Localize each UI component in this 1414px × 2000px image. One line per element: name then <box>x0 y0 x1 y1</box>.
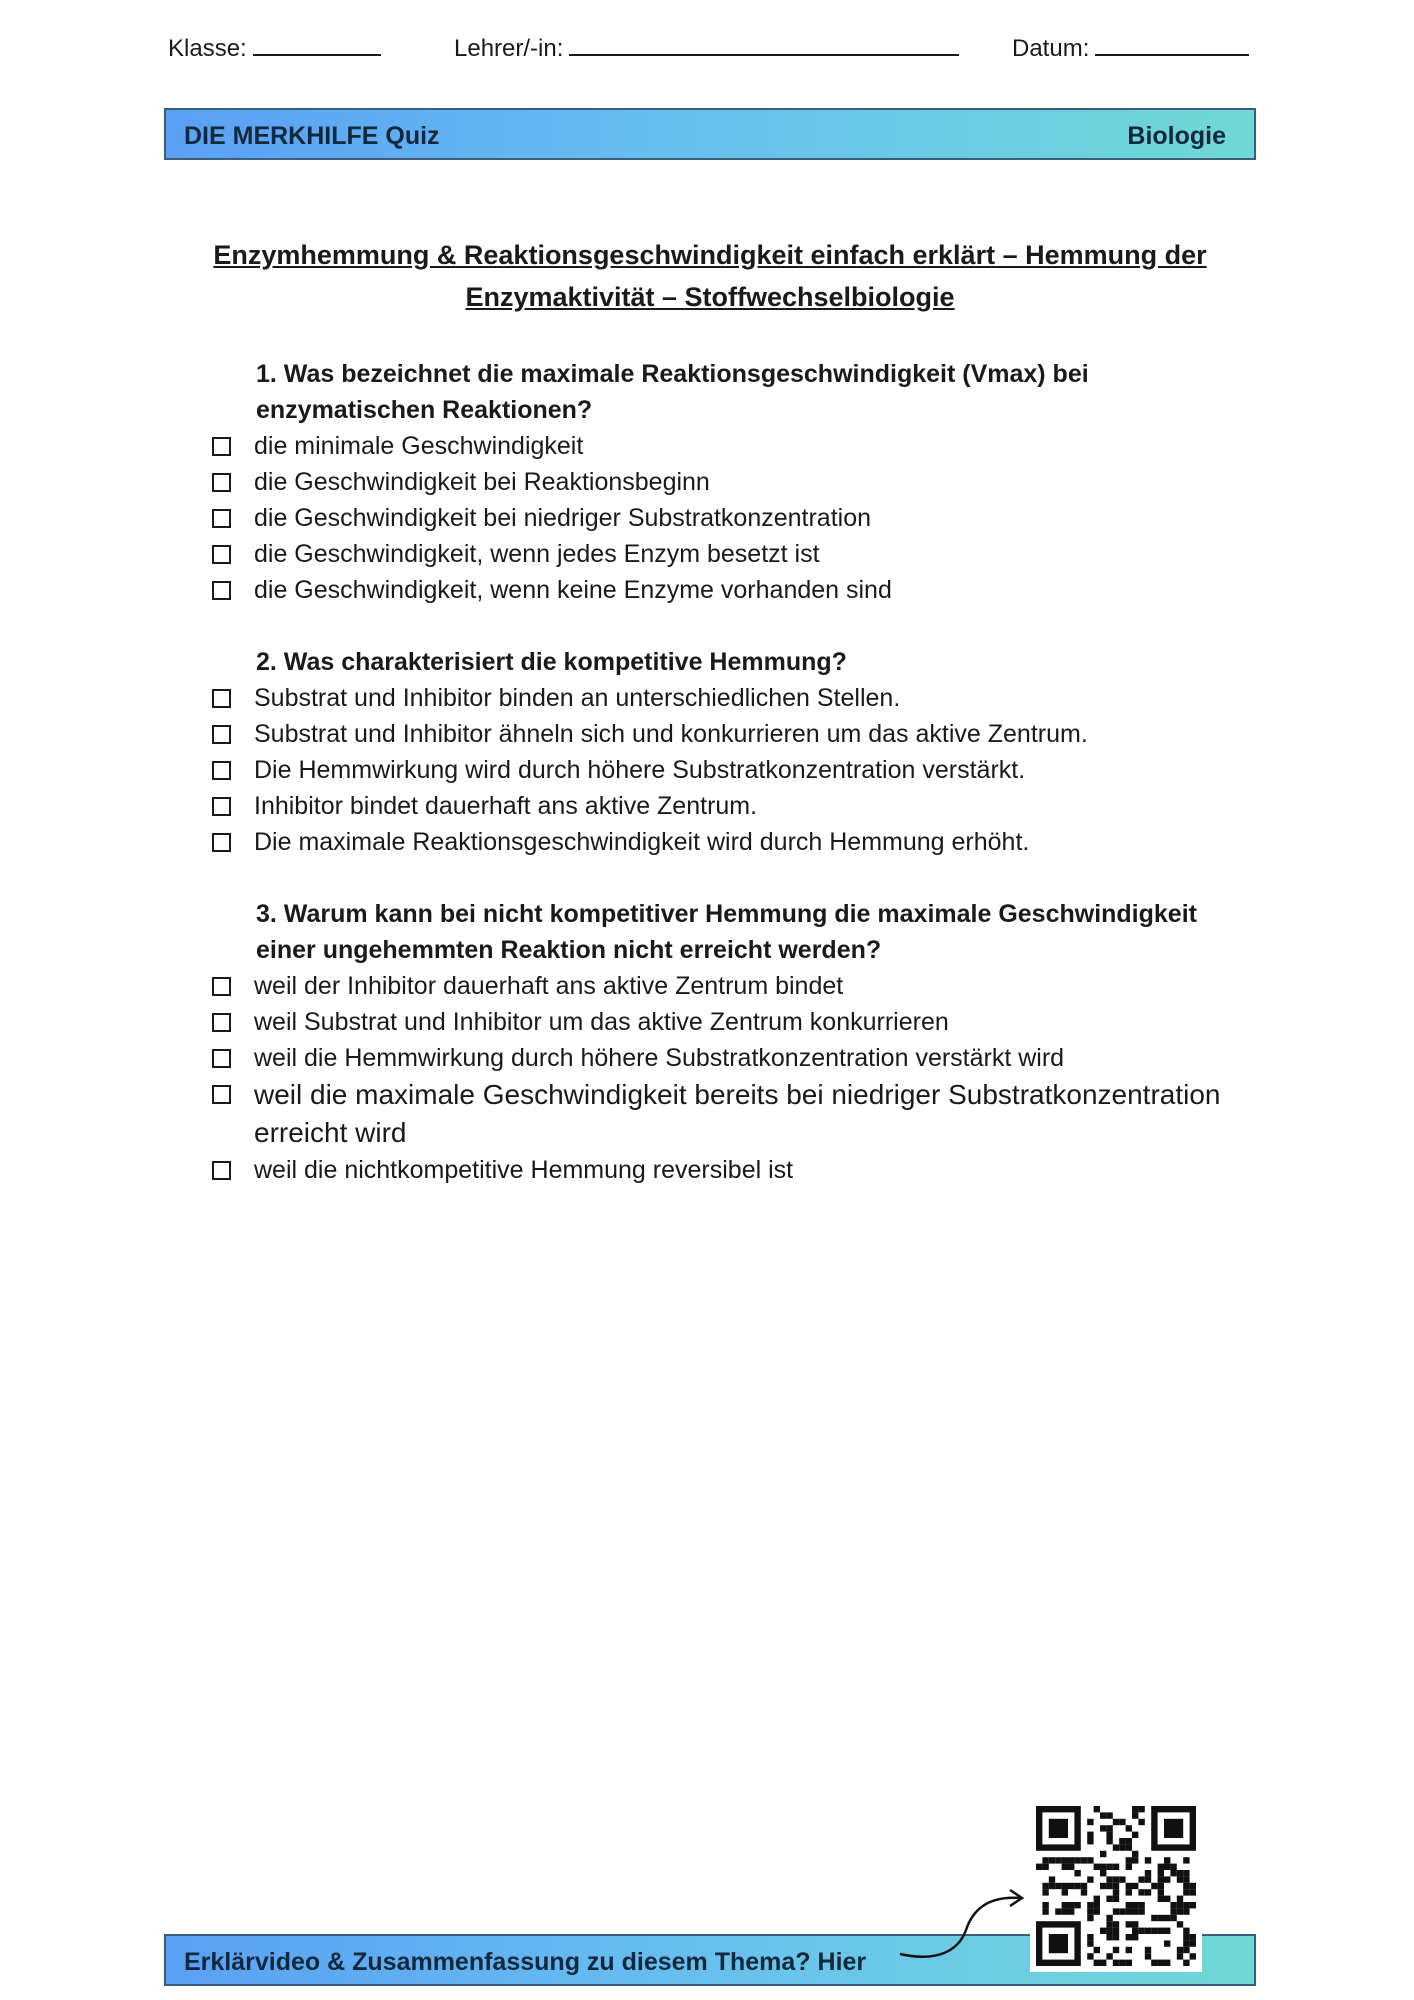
option-label: Die Hemmwirkung wird durch höhere Substratkonzentration verstärkt. <box>254 756 1026 784</box>
option-label: weil die Hemmwirkung durch höhere Substratkonzentration verstärkt wird <box>254 1044 1065 1072</box>
date-field[interactable] <box>1012 32 1249 63</box>
date-blank[interactable] <box>1095 32 1249 56</box>
answer-option[interactable] <box>212 824 1252 860</box>
checkbox[interactable] <box>212 509 231 528</box>
page-title: Enzymhemmung & Reaktionsgeschwindigkeit einfach erklärt – Hemmung der Enzymaktivität – Stoffwechselbiologie <box>213 240 1207 312</box>
answer-option[interactable] <box>212 536 1252 572</box>
header-fields <box>168 32 1258 72</box>
option-label: weil die maximale Geschwindigkeit bereits bei niedriger Substratkonzentration erreicht wird <box>254 1079 1221 1148</box>
question-2 <box>212 644 1252 860</box>
top-banner <box>164 108 1256 160</box>
subject-label: Biologie <box>1127 122 1226 150</box>
answer-option[interactable] <box>212 716 1252 752</box>
checkbox[interactable] <box>212 545 231 564</box>
answer-option[interactable] <box>212 1040 1252 1076</box>
arrow-icon <box>896 1882 1036 1962</box>
teacher-label: Lehrer/-in: <box>454 35 564 62</box>
question-1 <box>212 356 1252 608</box>
answer-option[interactable] <box>212 752 1252 788</box>
checkbox[interactable] <box>212 689 231 708</box>
footer-text: Erklärvideo & Zusammenfassung zu diesem Thema? Hier <box>184 1948 867 1976</box>
answer-option[interactable] <box>212 1004 1252 1040</box>
question-text: 2. Was charakterisiert die kompetitive Hemmung? <box>256 648 847 676</box>
option-label: weil der Inhibitor dauerhaft ans aktive Zentrum bindet <box>254 972 844 1000</box>
option-label: die Geschwindigkeit bei niedriger Substratkonzentration <box>254 504 872 532</box>
option-label: Die maximale Reaktionsgeschwindigkeit wird durch Hemmung erhöht. <box>254 828 1030 856</box>
answer-option[interactable] <box>212 500 1252 536</box>
checkbox[interactable] <box>212 1085 231 1104</box>
option-label: die Geschwindigkeit bei Reaktionsbeginn <box>254 468 710 496</box>
answer-option[interactable] <box>212 1152 1252 1188</box>
class-blank[interactable] <box>253 32 381 56</box>
date-label: Datum: <box>1012 35 1090 62</box>
answer-option[interactable] <box>212 464 1252 500</box>
question-text: 1. Was bezeichnet die maximale Reaktionsgeschwindigkeit (Vmax) bei enzymatischen Reaktionen? <box>256 360 1089 424</box>
quiz <box>212 356 1252 1224</box>
answer-option[interactable] <box>212 1076 1252 1152</box>
option-label: die Geschwindigkeit, wenn jedes Enzym besetzt ist <box>254 540 820 568</box>
answer-option[interactable] <box>212 428 1252 464</box>
checkbox[interactable] <box>212 1013 231 1032</box>
teacher-field[interactable] <box>454 32 959 63</box>
checkbox[interactable] <box>212 977 231 996</box>
question-text: 3. Warum kann bei nicht kompetitiver Hemmung die maximale Geschwindigkeit einer ungehemmten Reaktion nicht erreicht werden? <box>256 900 1197 964</box>
option-label: weil Substrat und Inhibitor um das aktive Zentrum konkurrieren <box>254 1008 949 1036</box>
qr-code-icon[interactable] <box>1030 1800 1202 1972</box>
option-label: Substrat und Inhibitor binden an unterschiedlichen Stellen. <box>254 684 901 712</box>
checkbox[interactable] <box>212 473 231 492</box>
option-label: Inhibitor bindet dauerhaft ans aktive Zentrum. <box>254 792 758 820</box>
checkbox[interactable] <box>212 833 231 852</box>
checkbox[interactable] <box>212 1049 231 1068</box>
teacher-blank[interactable] <box>569 32 959 56</box>
checkbox[interactable] <box>212 437 231 456</box>
checkbox[interactable] <box>212 581 231 600</box>
checkbox[interactable] <box>212 797 231 816</box>
checkbox[interactable] <box>212 1161 231 1180</box>
option-label: die Geschwindigkeit, wenn keine Enzyme vorhanden sind <box>254 576 892 604</box>
brand-label: DIE MERKHILFE Quiz <box>184 122 440 150</box>
class-field[interactable] <box>168 32 381 63</box>
option-label: die minimale Geschwindigkeit <box>254 432 584 460</box>
answer-option[interactable] <box>212 680 1252 716</box>
answer-option[interactable] <box>212 788 1252 824</box>
checkbox[interactable] <box>212 761 231 780</box>
class-label: Klasse: <box>168 35 247 62</box>
answer-option[interactable] <box>212 572 1252 608</box>
question-3 <box>212 896 1252 1188</box>
answer-option[interactable] <box>212 968 1252 1004</box>
option-label: weil die nichtkompetitive Hemmung reversibel ist <box>254 1156 794 1184</box>
option-label: Substrat und Inhibitor ähneln sich und konkurrieren um das aktive Zentrum. <box>254 720 1088 748</box>
checkbox[interactable] <box>212 725 231 744</box>
